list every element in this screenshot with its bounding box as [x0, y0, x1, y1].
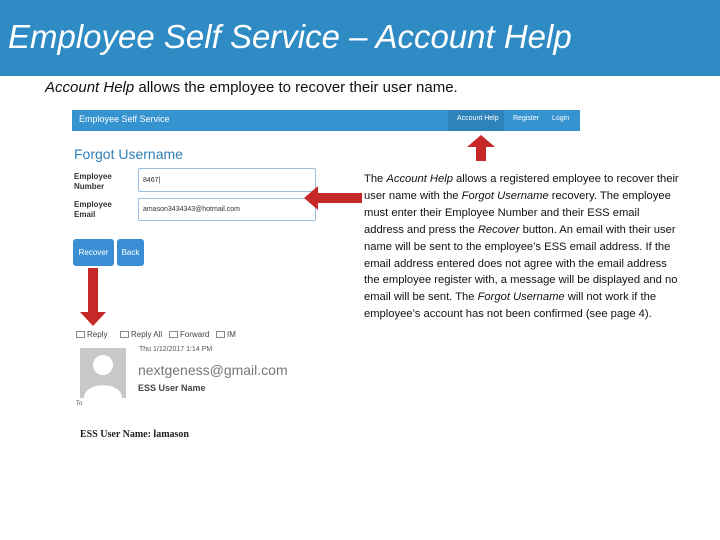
back-button[interactable]: Back — [117, 239, 144, 266]
form-title: Forgot Username — [74, 146, 183, 162]
description-text — [364, 171, 682, 323]
app-navbar — [72, 110, 580, 131]
slide-title: Employee Self Service – Account Help — [8, 18, 572, 55]
intro-term: Account Help — [45, 79, 135, 96]
description-emphasis: Forgot Username — [477, 291, 565, 304]
employee-number-field[interactable]: 8467| — [138, 168, 316, 192]
description-emphasis: Recover — [477, 223, 520, 236]
description-run: button. An email with their user name will be sent to the employee’s ESS email address. If the email address entered does not agree with the email address the employee register with, a message will be displayed and no email will be sent. The — [364, 223, 678, 304]
arrow-up-icon — [467, 135, 495, 161]
recover-button[interactable]: Recover — [73, 239, 114, 266]
description-run: allows a registered employee to recover their user name with the — [364, 173, 679, 202]
mail-body: ESS User Name: lamason — [80, 429, 189, 440]
app-brand[interactable]: Employee Self Service — [79, 114, 170, 124]
nav-account-help[interactable]: Account Help — [457, 115, 499, 122]
employee-number-label: Employee Number — [74, 172, 112, 191]
title-bar — [0, 0, 720, 76]
mail-to-label: To — [76, 401, 83, 407]
im-icon — [216, 331, 225, 338]
arrow-down-icon — [80, 268, 106, 326]
description-run: recovery. The employee must enter their Employee Number and their ESS email address and press the — [364, 189, 671, 236]
intro-text — [45, 79, 458, 96]
nav-login[interactable]: Login — [552, 115, 570, 122]
description-emphasis: Forgot Username — [461, 189, 549, 202]
mail-reply[interactable]: Reply — [76, 330, 107, 339]
employee-email-field[interactable]: amason3434343@hotmail.com — [138, 198, 316, 221]
reply-all-icon — [120, 331, 129, 338]
arrow-left-icon — [304, 186, 362, 210]
mail-im[interactable]: IM — [216, 330, 236, 339]
intro-rest: allows the employee to recover their user name. — [134, 79, 458, 96]
mail-from: nextgeness@gmail.com — [138, 362, 288, 378]
mail-forward[interactable]: Forward — [169, 330, 209, 339]
description-run: will not work if the employee’s account has not been confirmed (see page 4). — [364, 291, 657, 321]
user-silhouette-icon — [80, 348, 126, 398]
nav-register[interactable]: Register — [513, 115, 540, 122]
avatar — [80, 348, 126, 398]
description-emphasis: Account Help — [386, 173, 453, 185]
mail-reply-all[interactable]: Reply All — [120, 330, 162, 339]
employee-email-label: Employee Email — [74, 200, 112, 219]
mail-date: Thu 1/12/2017 1:14 PM — [139, 346, 213, 353]
description-run: The — [364, 173, 387, 185]
reply-icon — [76, 331, 85, 338]
forward-icon — [169, 331, 178, 338]
mail-subject: ESS User Name — [138, 383, 206, 393]
